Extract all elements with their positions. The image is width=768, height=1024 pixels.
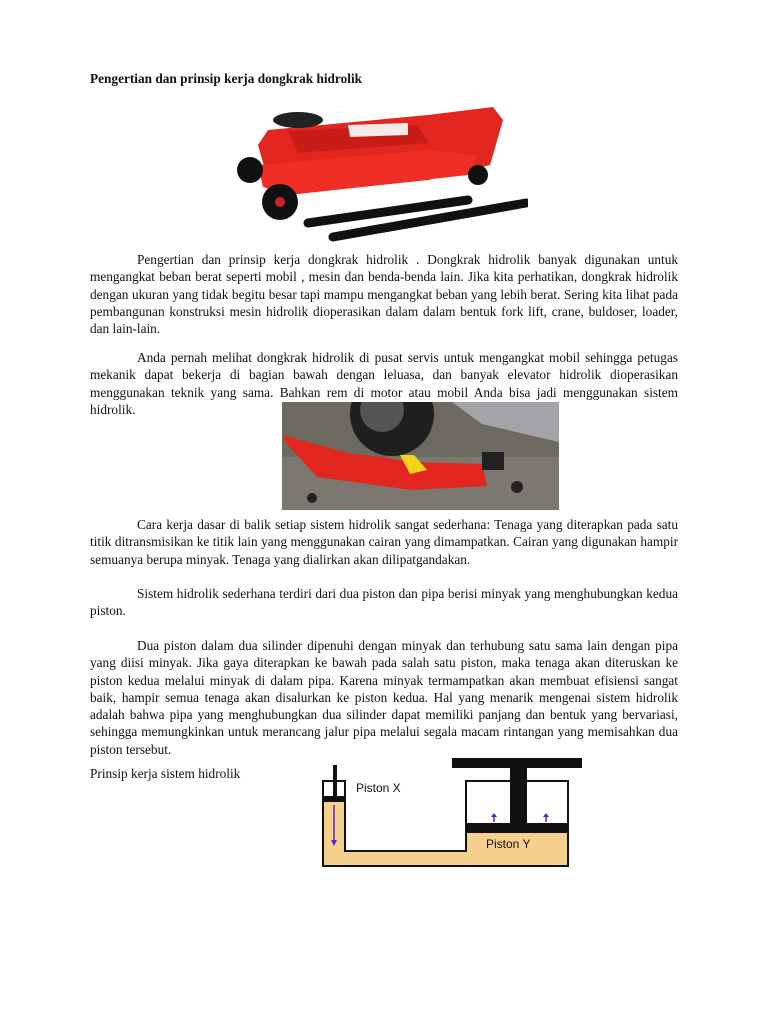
label-piston-x: Piston X: [356, 781, 401, 795]
load-platform: [452, 758, 582, 768]
floor-jack-photo: [228, 95, 528, 243]
oil-fill: [323, 802, 568, 866]
piston-x-rod: [333, 765, 337, 796]
paragraph-3: Cara kerja dasar di balik setiap sistem hidrolik sangat sederhana: Tenaga yang diterapkan pada satu titik ditransmisikan ke titik lain yang menggunakan cairan yang dimampatkan. Cairan yang digunakan hampir semuanya berupa minyak. Tenaga yang dialirkan akan dilipatgandakan.: [90, 517, 678, 567]
piston-y: [466, 823, 568, 833]
paragraph-5: Dua piston dalam dua silinder dipenuhi dengan minyak dan terhubung satu sama lain dengan pipa yang diisi minyak. Jika gaya diterapkan ke bawah pada salah satu piston, maka tenaga akan diteruskan ke piston kedua melalui minyak di dalam pipa. Karena minyak termampatkan akan membuat efisiensi sangat baik, hampir semua tenaga akan disalurkan ke piston kedua. Hal yang menarik mengenai sistem hidrolik adalah bahwa pipa yang menghubungkan dua silinder dapat memiliki panjang dan bentuk yang bervariasi, sehingga memungkinkan untuk merancang jalur pipa melalui segala macam rintangan yang memisahkan dua piston tersebut.: [90, 638, 678, 757]
arrow-up-icon: [543, 813, 549, 817]
subheading: Prinsip kerja sistem hidrolik: [90, 766, 241, 781]
paragraph-4: Sistem hidrolik sederhana terdiri dari dua piston dan pipa berisi minyak yang menghubungkan kedua piston.: [90, 586, 678, 619]
paragraph-2: Anda pernah melihat dongkrak hidrolik di pusat servis untuk mengangkat mobil sehingga petugas mekanik dapat bekerja di bagian bawah dengan leluasa, dan banyak elevator hidrolik dioperasikan menggunakan teknik yang sama. Bahkan rem di motor atau mobil Anda bisa jadi menggunakan sistem hidrolik.: [90, 350, 678, 417]
document-title: Pengertian dan prinsip kerja dongkrak hidrolik: [90, 71, 363, 86]
piston-y-stem: [510, 768, 527, 824]
arrow-up-icon: [491, 813, 497, 817]
label-piston-y: Piston Y: [486, 837, 531, 851]
hydraulic-diagram: [300, 750, 590, 880]
jack-under-car-photo: [282, 402, 559, 510]
paragraph-1: Pengertian dan prinsip kerja dongkrak hidrolik . Dongkrak hidrolik banyak digunakan untuk mengangkat beban berat seperti mobil , mesin dan benda-benda lain. Jika kita perhatikan, dongkrak hidrolik dengan ukuran yang tidak begitu besar tapi mampu mengangkat beban yang lebih berat. Sering kita lihat pada pembangunan konstruksi mesin hidrolik dioperasikan dalam dalam bentuk fork lift, crane, buldoser, loader, dan lain-lain.: [90, 252, 678, 337]
piston-x: [323, 796, 345, 802]
